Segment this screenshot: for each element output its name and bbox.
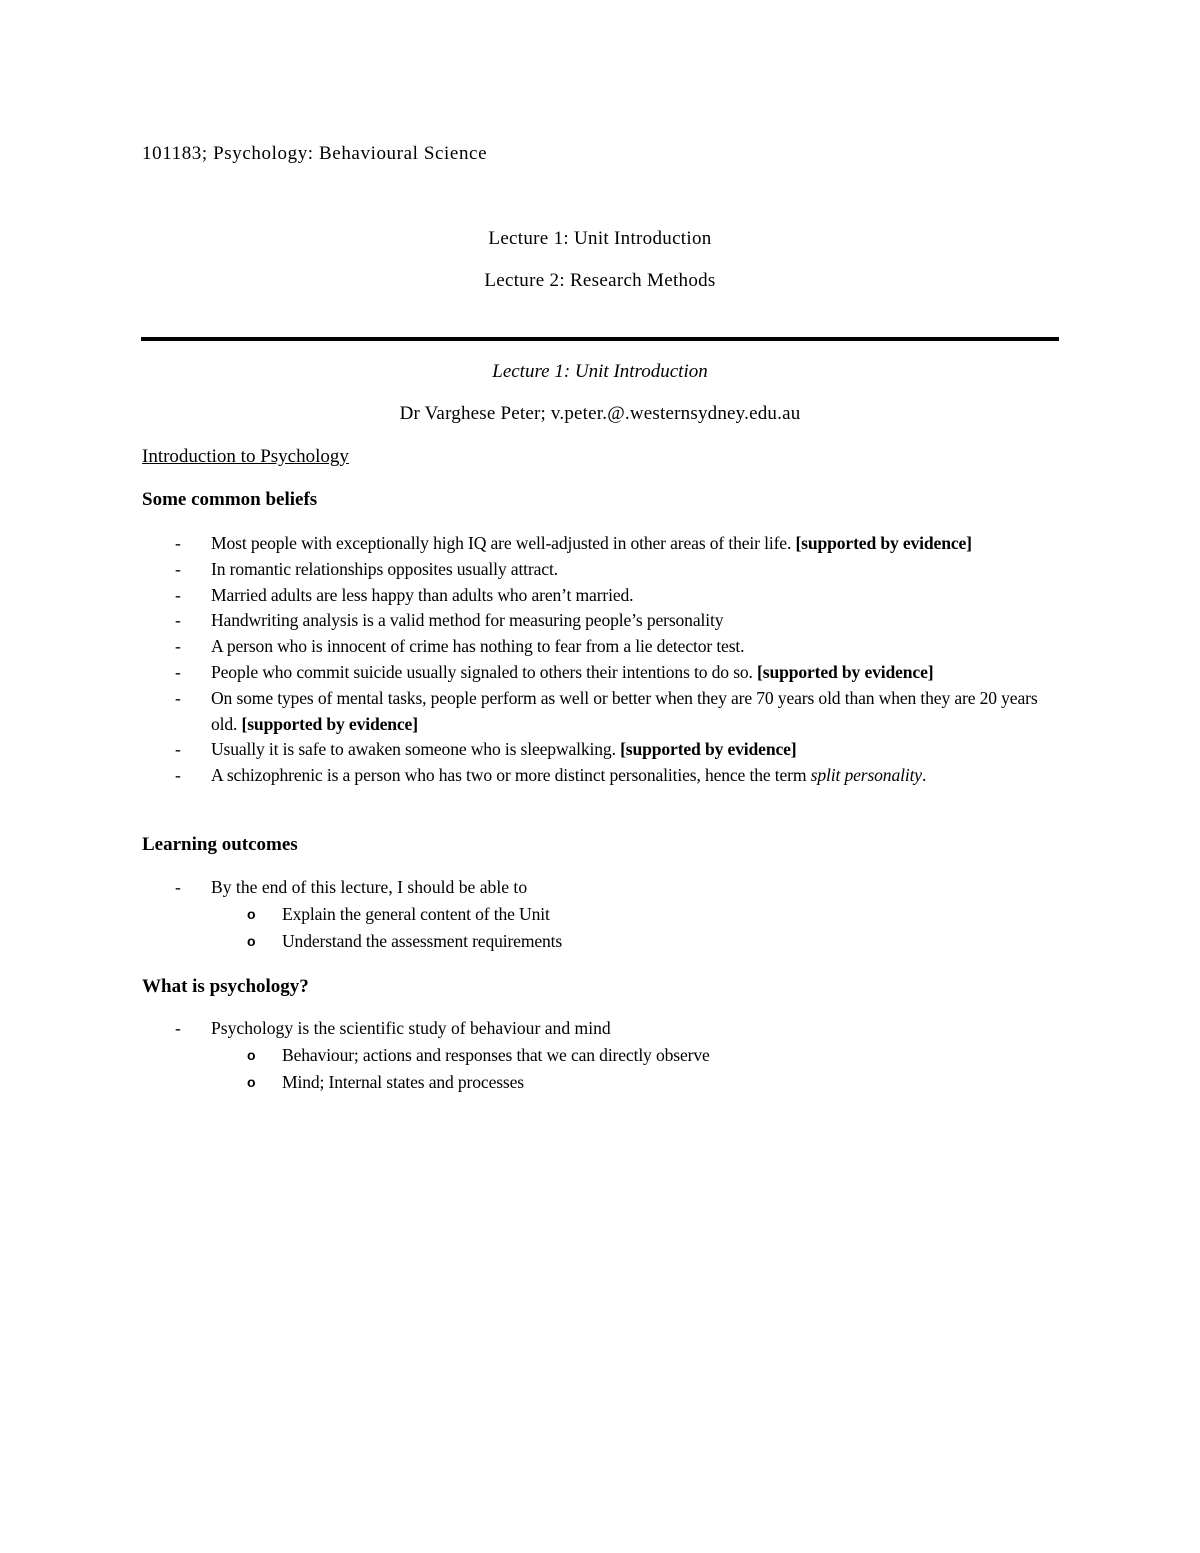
list-item	[0, 686, 1200, 738]
heading-what-is-psychology: What is psychology?	[142, 976, 309, 997]
belief-text: A schizophrenic is a person who has two or more distinct personalities, hence the term	[211, 765, 811, 786]
evidence-tag: [supported by evidence]	[795, 533, 972, 553]
list-item	[0, 557, 1200, 583]
evidence-tag: [supported by evidence]	[757, 661, 934, 682]
sub-list-item	[0, 928, 1200, 955]
sub-list-item	[0, 901, 1200, 928]
dash-marker: -	[175, 687, 181, 708]
belief-text: Handwriting analysis is a valid method for measuring people’s personality	[211, 610, 724, 631]
belief-text: Usually it is safe to awaken someone who is sleepwalking.	[211, 739, 621, 760]
psychology-list	[0, 1016, 1200, 1096]
course-title: 101183; Psychology: Behavioural Science	[142, 143, 488, 164]
belief-text: Most people with exceptionally high IQ are well-adjusted in other areas of their life.	[211, 533, 796, 553]
list-item	[0, 634, 1200, 660]
sub-bullet-marker: o	[247, 1046, 256, 1063]
heading-learning-outcomes: Learning outcomes	[142, 834, 298, 855]
beliefs-list	[0, 531, 1200, 789]
lecturer-contact: Dr Varghese Peter; v.peter.@.westernsydney.edu.au	[399, 403, 801, 424]
psychology-point-text: Behaviour; actions and responses that we can directly observe	[282, 1044, 710, 1065]
outcomes-sublist	[0, 901, 1200, 955]
list-item	[0, 660, 1200, 686]
sub-bullet-marker: o	[247, 905, 256, 922]
heading-common-beliefs: Some common beliefs	[142, 489, 318, 510]
list-item	[0, 763, 1200, 789]
outcome-text: Explain the general content of the Unit	[282, 903, 550, 924]
section-divider	[141, 337, 1059, 341]
toc-entry-lecture-2: Lecture 2: Research Methods	[484, 270, 716, 291]
sub-list-item	[0, 1042, 1200, 1069]
outcomes-list	[0, 875, 1200, 955]
dash-marker: -	[175, 877, 181, 897]
list-item	[0, 737, 1200, 763]
dash-marker: -	[175, 636, 181, 657]
belief-text: On some types of mental tasks, people perform as well or better when they are 70 years old than when they are 20 years old.	[211, 687, 1038, 734]
belief-text: People who commit suicide usually signaled to others their intentions to do so.	[211, 661, 758, 682]
sub-bullet-marker: o	[247, 1073, 256, 1090]
list-item	[0, 583, 1200, 609]
belief-text: In romantic relationships opposites usually attract.	[211, 558, 558, 579]
dash-marker: -	[175, 739, 181, 760]
list-item	[0, 875, 1200, 901]
evidence-tag: [supported by evidence]	[241, 713, 418, 734]
dash-marker: -	[175, 533, 181, 553]
psychology-sublist	[0, 1042, 1200, 1096]
section-heading-introduction: Introduction to Psychology	[142, 446, 349, 467]
lecture-title: Lecture 1: Unit Introduction	[492, 361, 708, 382]
evidence-tag: [supported by evidence]	[620, 739, 797, 760]
belief-text: Married adults are less happy than adults who aren’t married.	[211, 584, 634, 605]
toc-entry-lecture-1: Lecture 1: Unit Introduction	[488, 228, 712, 249]
list-item	[0, 531, 1200, 557]
belief-text: A person who is innocent of crime has nothing to fear from a lie detector test.	[211, 636, 745, 657]
split-personality-term: split personality	[810, 765, 922, 786]
list-item	[0, 1016, 1200, 1042]
sentence-end: .	[921, 765, 927, 786]
dash-marker: -	[175, 584, 181, 605]
list-item	[0, 608, 1200, 634]
psychology-point-text: Mind; Internal states and processes	[282, 1071, 524, 1092]
sub-list-item	[0, 1069, 1200, 1096]
dash-marker: -	[175, 558, 181, 579]
dash-marker: -	[175, 610, 181, 631]
outcome-text: Understand the assessment requirements	[282, 930, 563, 951]
outcomes-lead-text: By the end of this lecture, I should be able to	[211, 877, 528, 897]
psychology-lead-text: Psychology is the scientific study of behaviour and mind	[211, 1018, 611, 1038]
dash-marker: -	[175, 1018, 181, 1038]
dash-marker: -	[175, 661, 181, 682]
dash-marker: -	[175, 765, 181, 786]
sub-bullet-marker: o	[247, 932, 256, 949]
